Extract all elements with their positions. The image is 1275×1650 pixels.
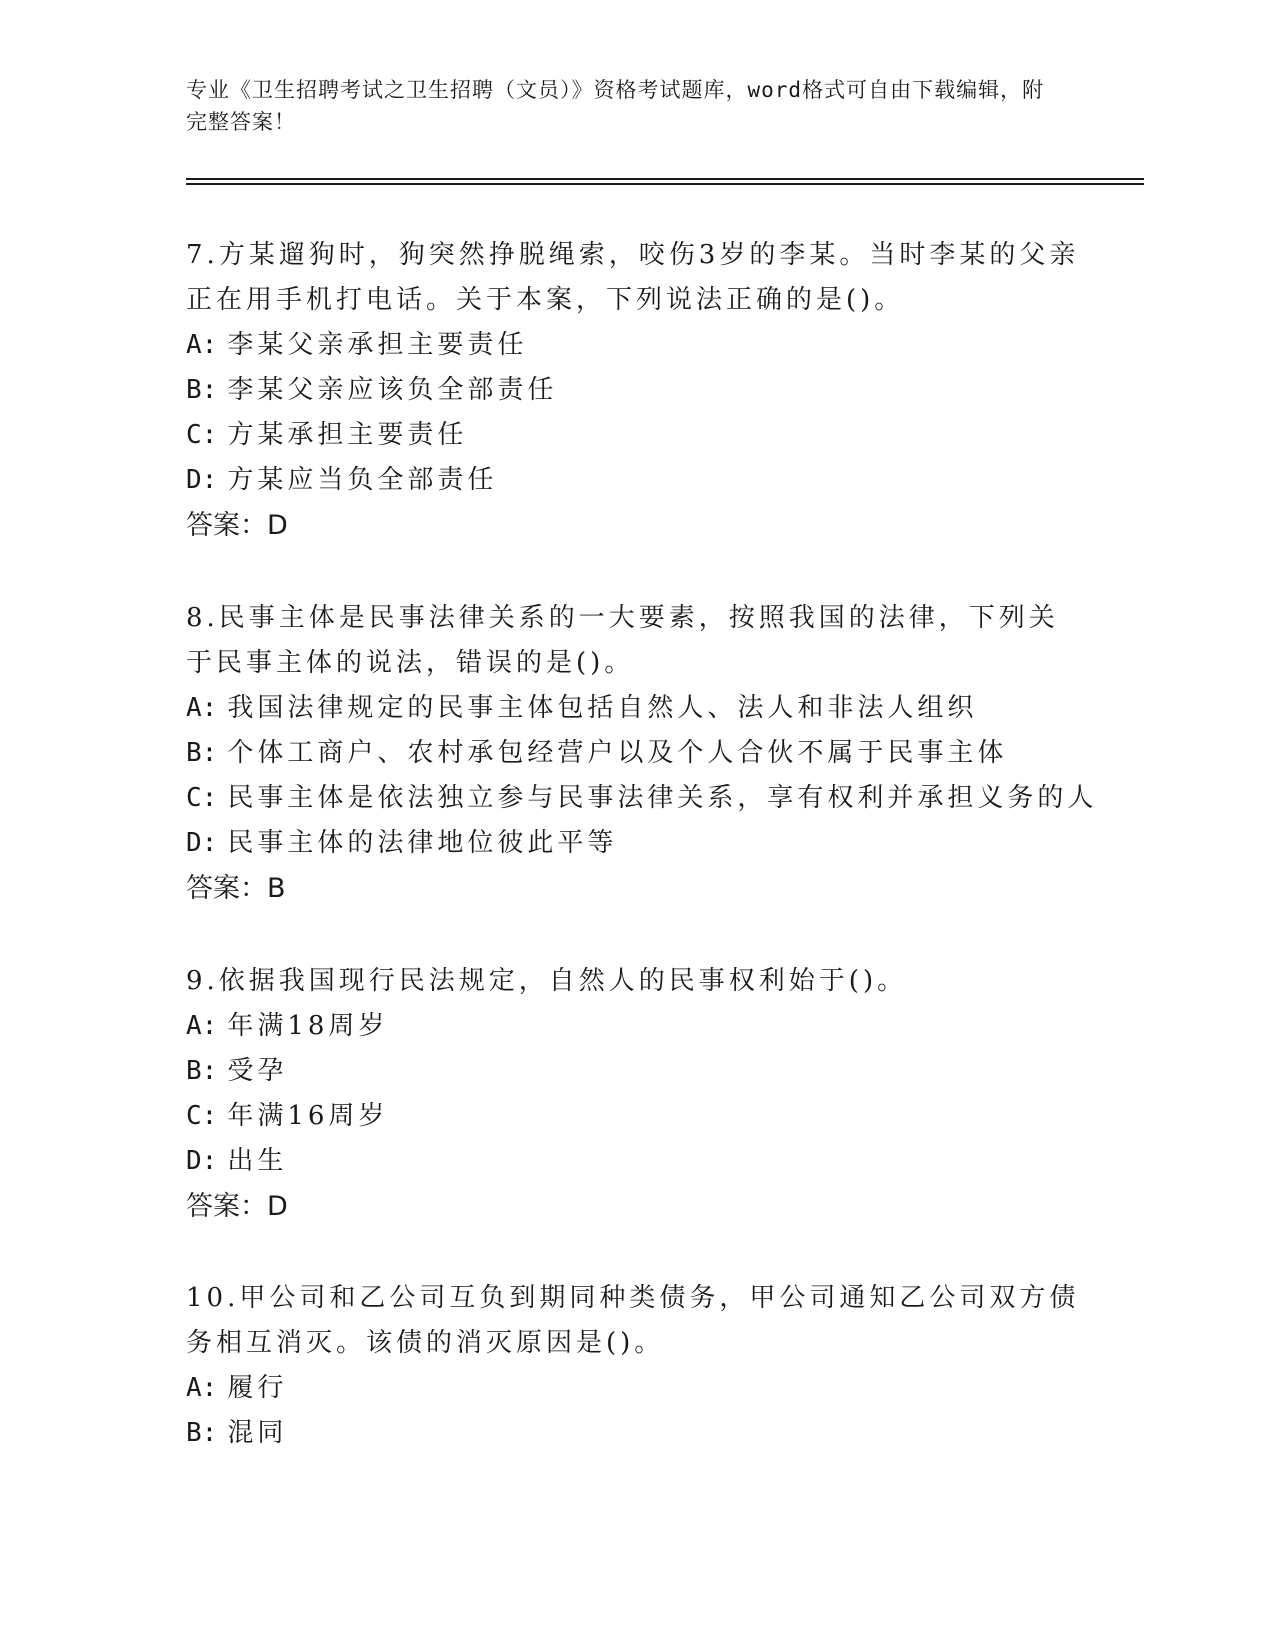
option-key: B: xyxy=(186,738,218,768)
option-a xyxy=(186,1366,1086,1411)
option-c xyxy=(186,1094,1086,1139)
question-8 xyxy=(186,596,1098,911)
question-stem: 8.民事主体是民事法律关系的一大要素，按照我国的法律，下列关于民事主体的说法，错误的是()。 xyxy=(186,603,1059,678)
option-text: 李某父亲应该负全部责任 xyxy=(227,375,558,405)
option-a xyxy=(186,323,1086,368)
answer-line: 答案：D xyxy=(186,510,288,541)
option-key: A: xyxy=(186,330,218,360)
option-key: B: xyxy=(186,1056,218,1086)
option-d xyxy=(186,1139,1086,1184)
document-header: 专业《卫生招聘考试之卫生招聘（文员）》资格考试题库，word格式可自由下载编辑，附完整答案！ xyxy=(186,78,1045,134)
option-d xyxy=(186,821,1086,866)
option-key: A: xyxy=(186,693,218,723)
option-b xyxy=(186,731,1086,776)
question-7 xyxy=(186,233,1086,548)
header-divider-bottom xyxy=(186,183,1144,185)
option-text: 李某父亲承担主要责任 xyxy=(227,330,528,360)
option-key: C: xyxy=(186,1101,218,1131)
option-key: A: xyxy=(186,1011,218,1041)
header-divider-top xyxy=(186,178,1144,180)
option-key: D: xyxy=(186,465,218,495)
option-text: 混同 xyxy=(227,1418,288,1448)
question-10 xyxy=(186,1276,1086,1456)
option-key: B: xyxy=(186,1418,218,1448)
option-c xyxy=(186,776,1098,821)
option-text: 履行 xyxy=(227,1373,288,1403)
option-a xyxy=(186,686,1086,731)
option-text: 年满16周岁 xyxy=(227,1101,389,1131)
option-b xyxy=(186,1049,1086,1094)
option-key: D: xyxy=(186,828,218,858)
option-b xyxy=(186,368,1086,413)
option-key: C: xyxy=(186,783,218,813)
option-text: 方某承担主要责任 xyxy=(227,420,468,450)
option-d xyxy=(186,458,1086,503)
option-c xyxy=(186,413,1086,458)
question-stem: 7.方某遛狗时，狗突然挣脱绳索，咬伤3岁的李某。当时李某的父亲正在用手机打电话。关于本案，下列说法正确的是()。 xyxy=(186,240,1080,315)
answer-line: 答案：B xyxy=(186,873,286,904)
option-text: 我国法律规定的民事主体包括自然人、法人和非法人组织 xyxy=(227,693,978,723)
question-9 xyxy=(186,959,1086,1229)
question-stem: 9.依据我国现行民法规定，自然人的民事权利始于()。 xyxy=(186,966,908,996)
option-a xyxy=(186,1004,1086,1049)
question-stem: 10.甲公司和乙公司互负到期同种类债务，甲公司通知乙公司双方债务相互消灭。该债的消灭原因是()。 xyxy=(186,1283,1080,1358)
option-key: A: xyxy=(186,1373,218,1403)
answer-line: 答案：D xyxy=(186,1191,288,1222)
option-text: 民事主体是依法独立参与民事法律关系，享有权利并承担义务的人 xyxy=(227,783,1098,813)
option-key: B: xyxy=(186,375,218,405)
option-text: 年满18周岁 xyxy=(227,1011,389,1041)
option-text: 出生 xyxy=(227,1146,288,1176)
option-key: C: xyxy=(186,420,218,450)
option-text: 方某应当负全部责任 xyxy=(227,465,498,495)
option-b xyxy=(186,1411,1086,1456)
option-text: 个体工商户、农村承包经营户以及个人合伙不属于民事主体 xyxy=(227,738,1008,768)
option-text: 受孕 xyxy=(227,1056,288,1086)
option-text: 民事主体的法律地位彼此平等 xyxy=(227,828,618,858)
option-key: D: xyxy=(186,1146,218,1176)
